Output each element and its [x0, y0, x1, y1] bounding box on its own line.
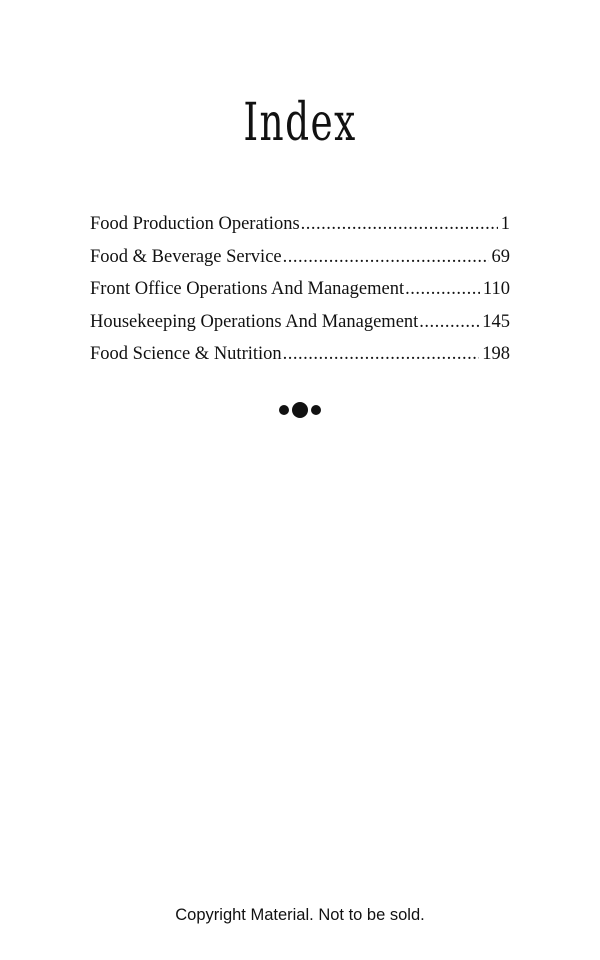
toc-dot-leader: [405, 273, 480, 306]
toc-dot-leader: [301, 208, 498, 241]
toc-dot-leader: [419, 306, 479, 339]
copyright-notice: Copyright Material. Not to be sold.: [175, 906, 425, 924]
three-dots-ornament-icon: [278, 400, 322, 420]
toc-entry-page: 69: [491, 246, 510, 267]
toc-entry-page: 145: [482, 311, 510, 332]
toc-entry-page: 110: [482, 279, 510, 299]
toc-entry-page: 1: [500, 214, 510, 234]
page-title: Index: [243, 93, 357, 153]
toc-entry-housekeeping: [90, 306, 510, 339]
table-of-contents: [90, 208, 510, 371]
toc-entry-food-beverage: [90, 241, 510, 274]
toc-entry-food-science: [90, 338, 510, 371]
toc-entry-food-production: [90, 208, 510, 241]
toc-entry-title: Housekeeping Operations And Management: [90, 311, 419, 332]
toc-entry-front-office: [90, 273, 510, 306]
toc-entry-title: Food & Beverage Service: [90, 246, 282, 267]
toc-entry-title: Food Production Operations: [90, 214, 300, 234]
toc-dot-leader: [283, 338, 480, 371]
toc-entry-title: Front Office Operations And Management: [90, 279, 405, 299]
toc-dot-leader: [283, 241, 489, 274]
toc-entry-title: Food Science & Nutrition: [90, 344, 282, 364]
toc-entry-page: 198: [482, 344, 510, 364]
